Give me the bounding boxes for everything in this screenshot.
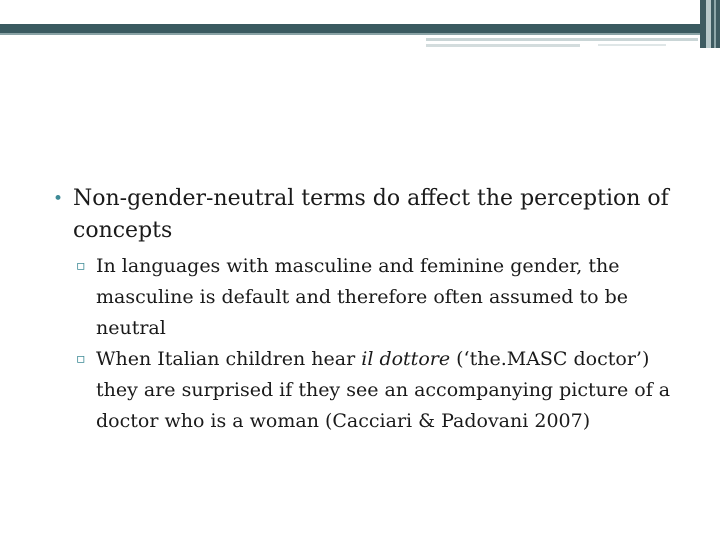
corner-stripe-light [706,0,711,48]
main-bullet [53,183,696,247]
sub-bullet-item [56,344,696,437]
sub-bullet-list [56,251,696,437]
sub-bullet-item [56,251,696,344]
main-bullet-text: Non-gender-neutral terms do affect the perception of concepts [73,186,669,243]
sub-bullet-text-end: (‘the.MASC doctor’) they are surprised if they see an accompanying picture of a doctor who is a woman (Cacciari & Padovani 2007) [96,348,671,432]
accent-line-short [426,44,580,47]
header-bar-underline [0,33,700,35]
corner-stripe [714,0,716,48]
italic-term: il dottore [361,348,451,370]
sub-bullet-text-start: When Italian children hear [96,348,362,370]
bullet-square-icon: ▫ [76,351,86,367]
bullet-dot-icon: • [53,189,64,209]
header-bar [0,24,700,33]
accent-line-tiny [598,44,666,46]
sub-bullet-text: In languages with masculine and feminine gender, the masculine is default and therefore often assumed to be neutral [96,255,628,339]
bullet-square-icon: ▫ [76,258,86,274]
accent-line [426,38,698,41]
slide-body [53,183,696,437]
